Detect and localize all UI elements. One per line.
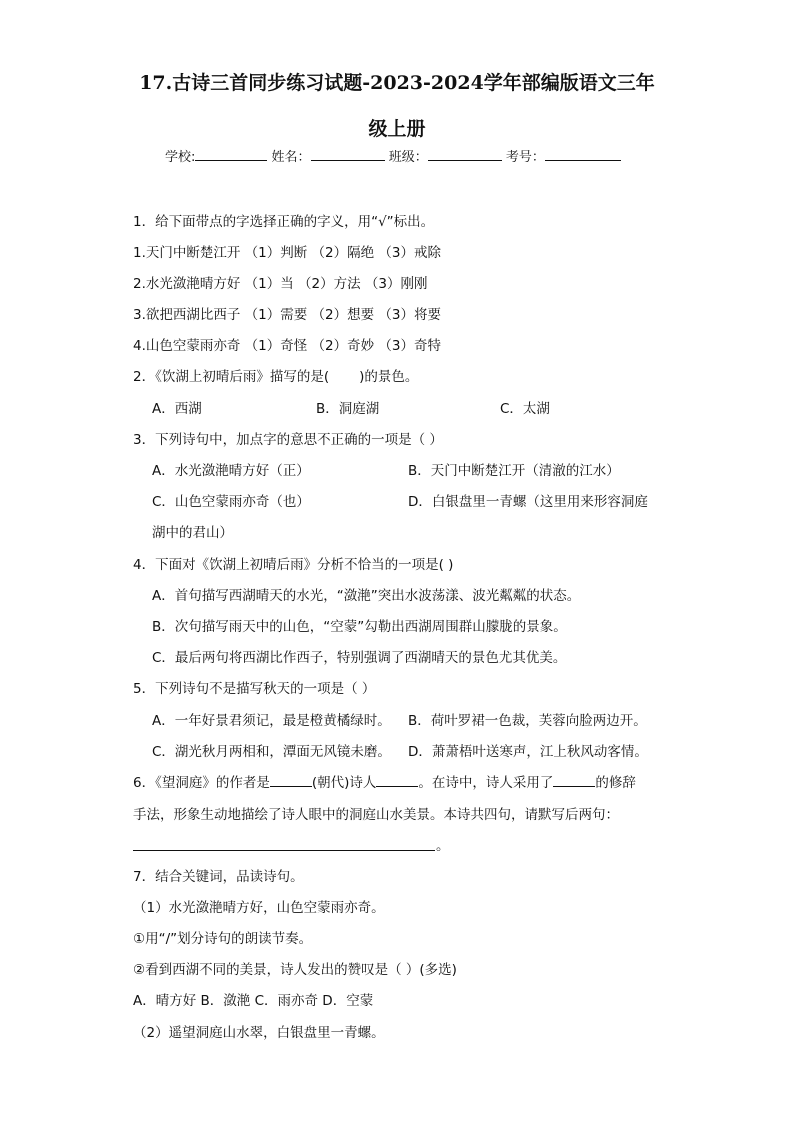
q2-option-a: A．西湖 — [152, 401, 202, 417]
q1-item-2: 2.水光潋滟晴方好 （1）当 （2）方法 （3）刚刚 — [133, 276, 428, 292]
q4-stem: 4．下面对《饮湖上初晴后雨》分析不恰当的一项是( ) — [133, 557, 454, 573]
q5-option-b: B．荷叶罗裙一色裁，芙蓉向脸两边开。 — [408, 713, 647, 729]
page-title-continued: 级上册 — [368, 118, 426, 140]
page-title: 17.古诗三首同步练习试题-2023-2024学年部编版语文三年 — [139, 72, 655, 94]
class-field[interactable] — [428, 148, 502, 161]
q4-option-b: B．次句描写雨天中的山色，“空蒙”勾勒出西湖周围群山朦胧的景象。 — [152, 619, 567, 635]
q3-option-a: A．水光潋滟晴方好（正） — [152, 463, 310, 479]
q7-sub-2: （2）遥望洞庭山水翠，白银盘里一青螺。 — [133, 1025, 385, 1041]
q7-sub-1: （1）水光潋滟晴方好，山色空蒙雨亦奇。 — [133, 900, 385, 916]
q6-author-blank[interactable] — [270, 774, 312, 787]
q6-line-2: 手法，形象生动地描绘了诗人眼中的洞庭山水美景。本诗共四句，请默写后两句： — [133, 807, 619, 823]
q5-option-c: C．湖光秋月两相和，潭面无风镜未磨。 — [152, 744, 391, 760]
q6-text-2: (朝代)诗人 — [311, 775, 377, 791]
q3-stem: 3．下列诗句中，加点字的意思不正确的一项是（ ） — [133, 432, 443, 448]
q2-stem — [133, 368, 418, 386]
q6-end-mark: 。 — [436, 838, 450, 854]
q5-stem: 5．下列诗句不是描写秋天的一项是（ ） — [133, 681, 376, 697]
q3-option-c: C．山色空蒙雨亦奇（也） — [152, 494, 310, 510]
q6-answer-line[interactable] — [133, 840, 435, 851]
q7-sub-1-task-2: ②看到西湖不同的美景，诗人发出的赞叹是（ ）(多选) — [133, 962, 457, 978]
q3-option-d-continued: 湖中的君山） — [152, 525, 233, 541]
q3-option-d: D．白银盘里一青螺（这里用来形容洞庭 — [408, 494, 648, 510]
school-label: 学校: — [165, 150, 196, 165]
name-label: 姓名： — [271, 150, 311, 165]
class-label: 班级： — [388, 150, 428, 165]
q3-option-b: B．天门中断楚江开（清澈的江水） — [408, 463, 620, 479]
exam-number-label: 考号： — [505, 150, 545, 165]
q6-text-3: 。在诗中，诗人采用了 — [418, 775, 554, 791]
q7-options: A．晴方好 B．潋滟 C．雨亦奇 D．空蒙 — [133, 993, 374, 1009]
q5-option-a: A．一年好景君须记，最是橙黄橘绿时。 — [152, 713, 391, 729]
q7-sub-1-task-1: ①用“/”划分诗句的朗读节奏。 — [133, 931, 313, 947]
q2-stem-end: )的景色。 — [359, 369, 419, 385]
q7-stem: 7．结合关键词，品读诗句。 — [133, 869, 304, 885]
q4-option-c: C．最后两句将西湖比作西子，特别强调了西湖晴天的景色尤其优美。 — [152, 650, 567, 666]
q1-item-4: 4.山色空蒙雨亦奇 （1）奇怪 （2）奇妙 （3）奇特 — [133, 338, 442, 354]
q1-item-3: 3.欲把西湖比西子 （1）需要 （2）想要 （3）将要 — [133, 307, 442, 323]
q6-rhetoric-blank[interactable] — [553, 774, 595, 787]
q4-option-a: A．首句描写西湖晴天的水光，“潋滟”突出水波荡漾、波光粼粼的状态。 — [152, 588, 581, 604]
q5-option-d: D．萧萧梧叶送寒声，江上秋风动客情。 — [408, 744, 648, 760]
exam-number-field[interactable] — [545, 148, 621, 161]
name-field[interactable] — [311, 148, 385, 161]
q1-stem: 1．给下面带点的字选择正确的字义，用“√”标出。 — [133, 214, 435, 230]
q2-option-c: C．太湖 — [500, 401, 550, 417]
q6-poet-blank[interactable] — [376, 774, 418, 787]
q6-text-1: 6．《望洞庭》的作者是 — [133, 775, 270, 791]
q6-line-1 — [133, 774, 636, 792]
student-info-row — [165, 146, 621, 165]
school-field[interactable] — [195, 148, 267, 161]
q2-stem-start: 2．《饮湖上初晴后雨》描写的是( — [133, 369, 330, 385]
q6-text-4: 的修辞 — [595, 775, 636, 791]
q2-option-b: B．洞庭湖 — [316, 401, 380, 417]
q1-item-1: 1.天门中断楚江开 （1）判断 （2）隔绝 （3）戒除 — [133, 245, 442, 261]
